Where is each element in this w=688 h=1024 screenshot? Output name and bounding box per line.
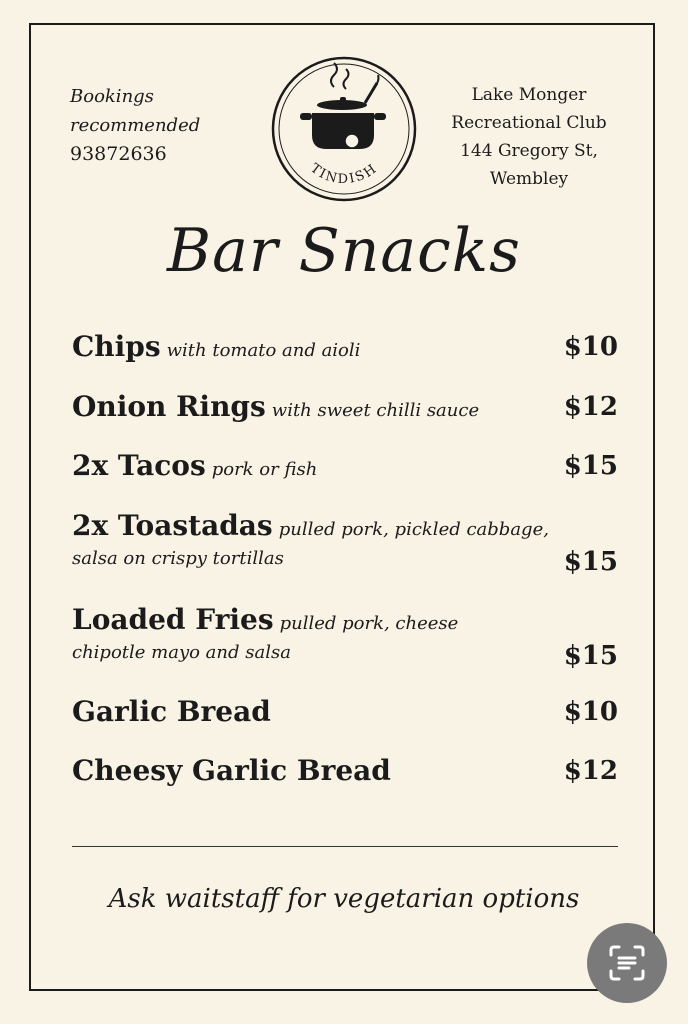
menu-item-loaded-fries bbox=[72, 603, 618, 671]
item-name: Cheesy Garlic Bread bbox=[72, 754, 391, 787]
address-line-3: 144 Gregory St, bbox=[460, 141, 598, 161]
item-description: pork or fish bbox=[211, 459, 318, 480]
scan-text-button[interactable] bbox=[587, 923, 667, 1003]
scan-text-icon bbox=[605, 941, 649, 985]
item-name: 2x Toastadas bbox=[72, 509, 273, 542]
item-name: Loaded Fries bbox=[72, 603, 274, 636]
item-price: $12 bbox=[563, 392, 618, 422]
item-price: $12 bbox=[563, 756, 618, 786]
menu-item-toastadas bbox=[72, 509, 618, 577]
divider bbox=[72, 846, 618, 847]
menu-item-onion-rings bbox=[72, 390, 618, 423]
menu-item-chips bbox=[72, 330, 618, 363]
item-name: Onion Rings bbox=[72, 390, 266, 423]
item-price: $15 bbox=[563, 547, 618, 577]
menu-title: Bar Snacks bbox=[167, 216, 521, 286]
item-price: $10 bbox=[563, 332, 618, 362]
item-description-cont: chipotle mayo and salsa bbox=[72, 642, 291, 663]
item-name: Garlic Bread bbox=[72, 695, 271, 728]
item-description: with sweet chilli sauce bbox=[271, 400, 480, 421]
booking-label-2: recommended bbox=[70, 115, 201, 136]
booking-label-1: Bookings bbox=[70, 86, 154, 107]
tindish-logo bbox=[270, 55, 418, 203]
menu-item-garlic-bread bbox=[72, 695, 618, 728]
item-description: pulled pork, pickled cabbage, bbox=[278, 519, 549, 540]
logo-text: TINDISH bbox=[307, 160, 381, 188]
booking-info bbox=[70, 82, 200, 169]
item-name: 2x Tacos bbox=[72, 449, 206, 482]
address-line-2: Recreational Club bbox=[451, 113, 607, 133]
item-price: $15 bbox=[563, 641, 618, 671]
item-price: $10 bbox=[563, 697, 618, 727]
vegetarian-note: Ask waitstaff for vegetarian options bbox=[108, 884, 580, 914]
item-description: pulled pork, cheese bbox=[279, 613, 459, 634]
address-block bbox=[438, 81, 620, 193]
item-name: Chips bbox=[72, 330, 161, 363]
item-price: $15 bbox=[563, 451, 618, 481]
phone-number: 93872636 bbox=[70, 143, 167, 165]
menu-item-tacos bbox=[72, 449, 618, 482]
address-line-4: Wembley bbox=[489, 169, 569, 189]
svg-text:TINDISH bbox=[307, 161, 380, 187]
menu-item-cheesy-garlic-bread bbox=[72, 754, 618, 787]
item-description: with tomato and aioli bbox=[166, 340, 361, 361]
item-description-cont: salsa on crispy tortillas bbox=[72, 548, 284, 569]
address-line-1: Lake Monger bbox=[471, 85, 587, 105]
